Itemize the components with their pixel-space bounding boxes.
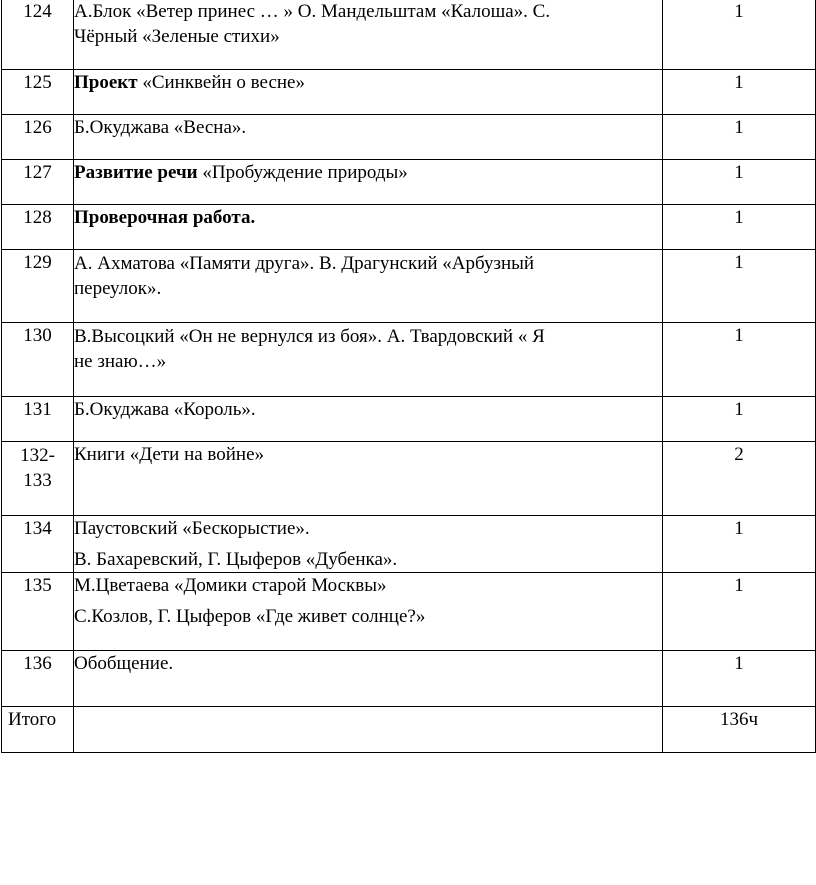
title-line: Б.Окуджава «Король». bbox=[74, 399, 256, 420]
table-row bbox=[2, 115, 816, 160]
lesson-hours: 1 bbox=[663, 160, 816, 205]
lesson-hours: 1 bbox=[663, 250, 816, 323]
title-line: С.Козлов, Г. Цыферов «Где живет солнце?» bbox=[74, 606, 426, 627]
lesson-title bbox=[74, 516, 663, 573]
lesson-number: 132- 133 bbox=[2, 442, 74, 516]
title-line: Развитие речи «Пробуждение природы» bbox=[74, 162, 408, 183]
lesson-number: 135 bbox=[2, 573, 74, 651]
title-line: Паустовский «Бескорыстие». bbox=[74, 518, 310, 539]
lesson-hours: 1 bbox=[663, 397, 816, 442]
lesson-hours: 1 bbox=[663, 70, 816, 115]
title-line: А. Ахматова «Памяти друга». В. Драгунский «Арбузный bbox=[74, 253, 535, 274]
lesson-title bbox=[74, 323, 663, 397]
lesson-title bbox=[74, 70, 663, 115]
lesson-title bbox=[74, 0, 663, 70]
lesson-title bbox=[74, 250, 663, 323]
lesson-title bbox=[74, 205, 663, 250]
lesson-number: 125 bbox=[2, 70, 74, 115]
lesson-hours: 2 bbox=[663, 442, 816, 516]
total-row bbox=[2, 707, 816, 753]
lesson-title bbox=[74, 397, 663, 442]
lesson-number: 127 bbox=[2, 160, 74, 205]
table-row bbox=[2, 442, 816, 516]
title-line: Проект «Синквейн о весне» bbox=[74, 72, 305, 93]
lesson-plan-table bbox=[1, 0, 816, 753]
lesson-hours: 1 bbox=[663, 651, 816, 707]
lesson-number: 124 bbox=[2, 0, 74, 70]
title-line: В. Бахаревский, Г. Цыферов «Дубенка». bbox=[74, 549, 398, 570]
lesson-number: 126 bbox=[2, 115, 74, 160]
total-title bbox=[74, 707, 663, 753]
table-row bbox=[2, 651, 816, 707]
lesson-number: 129 bbox=[2, 250, 74, 323]
table-row bbox=[2, 516, 816, 573]
table-row bbox=[2, 573, 816, 651]
lesson-hours: 1 bbox=[663, 323, 816, 397]
title-line: В.Высоцкий «Он не вернулся из боя». А. Твардовский « Я bbox=[74, 326, 545, 347]
table-row bbox=[2, 250, 816, 323]
lesson-hours: 1 bbox=[663, 115, 816, 160]
title-line: М.Цветаева «Домики старой Москвы» bbox=[74, 575, 387, 596]
title-line: не знаю…» bbox=[74, 351, 167, 372]
lesson-number: 136 bbox=[2, 651, 74, 707]
lesson-title bbox=[74, 442, 663, 516]
lesson-title bbox=[74, 160, 663, 205]
lesson-hours: 1 bbox=[663, 573, 816, 651]
table-row bbox=[2, 160, 816, 205]
title-line: А.Блок «Ветер принес … » О. Мандельштам «Калоша». С. bbox=[74, 1, 551, 22]
title-line: Б.Окуджава «Весна». bbox=[74, 117, 247, 138]
lesson-hours: 1 bbox=[663, 205, 816, 250]
title-line: Проверочная работа. bbox=[74, 207, 256, 228]
total-label: Итого bbox=[2, 707, 74, 753]
lesson-number: 128 bbox=[2, 205, 74, 250]
total-hours: 136ч bbox=[663, 707, 816, 753]
lesson-hours: 1 bbox=[663, 0, 816, 70]
lesson-hours: 1 bbox=[663, 516, 816, 573]
title-line: Обобщение. bbox=[74, 653, 174, 674]
table-row bbox=[2, 205, 816, 250]
table-row bbox=[2, 0, 816, 70]
title-line: Книги «Дети на войне» bbox=[74, 444, 265, 465]
lesson-title bbox=[74, 651, 663, 707]
table-row bbox=[2, 70, 816, 115]
table-row bbox=[2, 397, 816, 442]
lesson-number: 134 bbox=[2, 516, 74, 573]
title-line: Чёрный «Зеленые стихи» bbox=[74, 26, 280, 47]
lesson-number: 130 bbox=[2, 323, 74, 397]
lesson-number: 131 bbox=[2, 397, 74, 442]
lesson-title bbox=[74, 573, 663, 651]
title-line: переулок». bbox=[74, 278, 162, 299]
lesson-title bbox=[74, 115, 663, 160]
table-row bbox=[2, 323, 816, 397]
